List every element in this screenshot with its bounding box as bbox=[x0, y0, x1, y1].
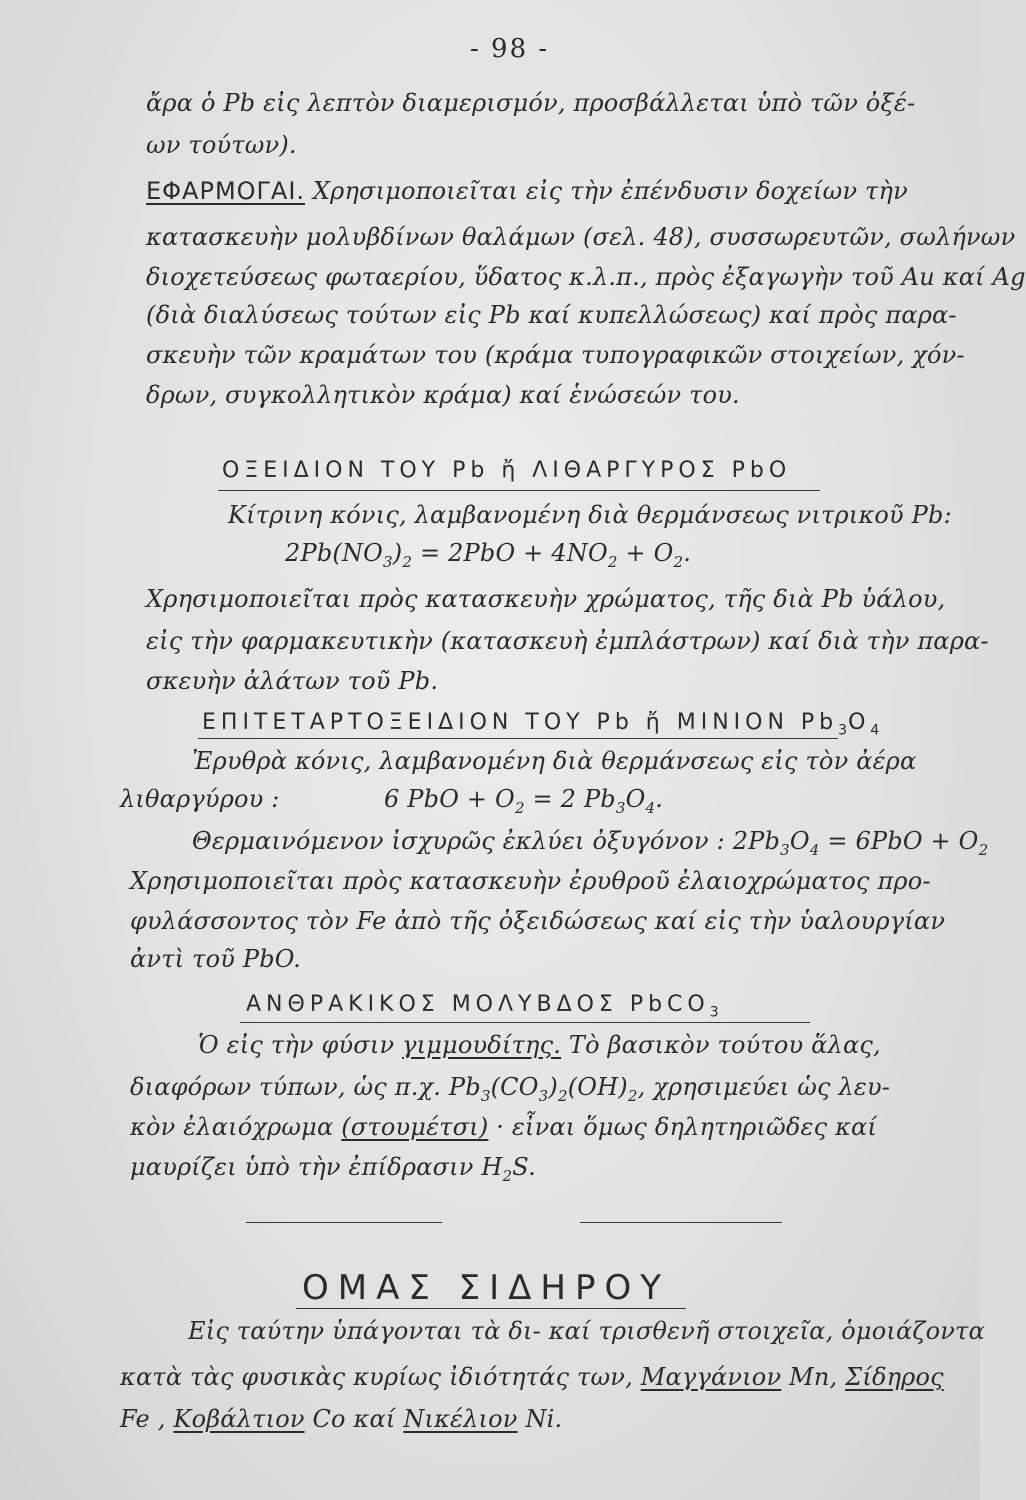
iron-group-heading-underline bbox=[296, 1308, 686, 1309]
oxide-eq-part-d: + O bbox=[617, 539, 674, 567]
applications-text-1: Χρησιμοποιεῖται εἰς τὴν ἐπένδυσιν δοχείων τὴν bbox=[305, 177, 908, 205]
minium-eq2-part-b: O bbox=[789, 827, 810, 855]
carbonate-line-1 bbox=[198, 1030, 881, 1060]
oxide-line-2: Χρησιμοποιεῖται πρὸς κατασκευὴν χρώματος, τῆς διὰ Pb ὑάλου, bbox=[146, 585, 946, 613]
minium-line-4: Χρησιμοποιεῖται πρὸς κατασκευὴν ἐρυθροῦ ἐλαιοχρώματος προ- bbox=[130, 867, 931, 895]
minium-line-2-label: λιθαργύρου : bbox=[120, 785, 280, 813]
applications-line-5: σκευὴν τῶν κραμάτων του (κράμα τυπογραφικῶν στοιχείων, χόν- bbox=[146, 341, 965, 369]
carbonate-line-2-sub-2: 3 bbox=[538, 1086, 549, 1105]
iron-group-line-3-f: Ni. bbox=[517, 1405, 563, 1433]
applications-line-6: δρων, συγκολλητικὸν κράμα) καί ἑνώσεών του. bbox=[146, 381, 740, 409]
oxide-eq-part-a: 2Pb(NO bbox=[285, 539, 384, 567]
element-nickel: Νικέλιον bbox=[403, 1405, 518, 1433]
minium-eq1-part-c: O bbox=[625, 785, 646, 813]
carbonate-common-name: (στουμέτσι) bbox=[341, 1113, 489, 1141]
page-number: - 98 - bbox=[470, 34, 550, 64]
minium-eq2-part-c: = 6PbO + O bbox=[819, 827, 979, 855]
iron-group-line-2-c: Mn, bbox=[781, 1363, 846, 1391]
section-separator-left bbox=[246, 1222, 442, 1223]
minium-eq2-sub-2: 4 bbox=[809, 840, 820, 859]
applications-label: ΕΦΑΡΜΟΓΑΙ. bbox=[146, 177, 306, 205]
minium-line-3-text: Θερμαινόμενον ἰσχυρῶς ἐκλύει ὀξυγόνον : bbox=[192, 827, 725, 855]
carbonate-line-3-c: · εἶναι ὅμως δηλητηριῶδες καί bbox=[488, 1113, 878, 1141]
oxide-eq-sub-a: 3 bbox=[383, 552, 393, 571]
oxide-eq-sub-c: 2 bbox=[607, 552, 618, 571]
minium-heading-text: ΕΠΙΤΕΤΑΡΤΟΞΕΙΔΙΟΝ ΤΟΥ Pb ἤ ΜΙΝΙΟΝ Pb bbox=[202, 710, 839, 735]
minium-heading-sub-2: 4 bbox=[870, 722, 881, 739]
applications-line-1 bbox=[146, 176, 908, 206]
oxide-line-1: Κίτρινη κόνις, λαμβανομένη διὰ θερμάνσεως νιτρικοῦ Pb: bbox=[228, 501, 952, 529]
carbonate-line-4-b: S. bbox=[512, 1153, 536, 1181]
intro-line-2: ων τούτων). bbox=[146, 131, 297, 159]
minium-eq2-part-a: 2Pb bbox=[732, 827, 781, 855]
minium-eq1-part-a: 6 PbO + O bbox=[384, 785, 515, 813]
element-manganese: Μαγγάνιον bbox=[640, 1363, 782, 1391]
carbonate-line-2-sub-1: 3 bbox=[480, 1086, 491, 1105]
minium-line-3 bbox=[192, 826, 988, 865]
carbonate-line-4 bbox=[130, 1152, 536, 1191]
minium-line-5: φυλάσσοντος τὸν Fe ἀπὸ τῆς ὀξειδώσεως καί εἰς τὴν ὑαλουργίαν bbox=[130, 907, 946, 935]
element-iron: Σίδηρος bbox=[845, 1363, 944, 1391]
carbonate-line-2-c: ) bbox=[548, 1073, 558, 1101]
carbonate-heading-sub: 3 bbox=[709, 1004, 720, 1021]
carbonate-line-1-c: Τὸ βασικὸν τούτου ἅλας, bbox=[561, 1031, 881, 1059]
minium-line-1: Ἐρυθρὰ κόνις, λαμβανομένη διὰ θερμάνσεως εἰς τὸν ἀέρα bbox=[192, 747, 917, 775]
applications-line-3: διοχετεύσεως φωταερίου, ὕδατος κ.λ.π., πρὸς ἐξαγωγὴν τοῦ Au καί Ag bbox=[146, 263, 1026, 291]
minium-equation-2 bbox=[732, 827, 989, 859]
minium-heading-text-b: O bbox=[848, 710, 871, 735]
carbonate-line-4-a: μαυρίζει ὑπὸ τὴν ἐπίδρασιν H bbox=[130, 1153, 503, 1181]
oxide-heading-underline bbox=[218, 490, 820, 491]
minium-eq1-sub-1: 2 bbox=[514, 798, 525, 817]
iron-group-line-3 bbox=[120, 1404, 562, 1434]
iron-group-line-3-d: Co καί bbox=[304, 1405, 404, 1433]
element-cobalt: Κοβάλτιον bbox=[173, 1405, 305, 1433]
minium-line-2 bbox=[120, 784, 280, 814]
minium-heading-sub-1: 3 bbox=[838, 722, 849, 739]
oxide-heading: ΟΞΕΙΔΙΟΝ ΤΟΥ Pb ἤ ΛΙΘΑΡΓΥΡΟΣ PbO bbox=[222, 458, 792, 483]
iron-group-line-3-a: Fe bbox=[120, 1405, 150, 1433]
minium-line-6: ἀντὶ τοῦ PbO. bbox=[130, 945, 302, 973]
minium-heading bbox=[202, 710, 880, 738]
oxide-eq-part-e: . bbox=[683, 539, 692, 567]
applications-line-2: κατασκευὴν μολυβδίνων θαλάμων (σελ. 48), συσσωρευτῶν, σωλήνων bbox=[146, 223, 1016, 251]
carbonate-heading bbox=[246, 992, 720, 1020]
carbonate-heading-underline bbox=[240, 1022, 810, 1023]
oxide-eq-sub-d: 2 bbox=[673, 552, 684, 571]
carbonate-heading-text: ΑΝΘΡΑΚΙΚΟΣ ΜΟΛΥΒΔΟΣ PbCO bbox=[246, 992, 710, 1017]
carbonate-line-1-a: Ὁ εἰς τὴν φύσιν bbox=[198, 1031, 403, 1059]
carbonate-line-2-sub-3: 2 bbox=[557, 1086, 568, 1105]
oxide-eq-part-b: ) bbox=[392, 539, 403, 567]
carbonate-line-2-e: , χρησιμεύει ὡς λευ- bbox=[637, 1073, 891, 1101]
minium-eq2-sub-3: 2 bbox=[978, 840, 989, 859]
carbonate-mineral-name: γιμμουδίτης. bbox=[402, 1031, 562, 1059]
carbonate-line-2-a: διαφόρων τύπων, ὡς π.χ. Pb bbox=[130, 1073, 481, 1101]
applications-line-4: (διὰ διαλύσεως τούτων εἰς Pb καί κυπελλώσεως) καί πρὸς παρα- bbox=[146, 301, 957, 329]
oxide-eq-part-c: = 2PbO + 4NO bbox=[412, 539, 608, 567]
oxide-line-4: σκευὴν ἀλάτων τοῦ Pb. bbox=[146, 667, 439, 695]
oxide-equation bbox=[285, 538, 691, 577]
carbonate-line-3 bbox=[130, 1112, 877, 1142]
iron-group-heading: ΟΜΑΣ ΣΙΔΗΡΟΥ bbox=[302, 1268, 671, 1308]
iron-group-line-2-a: κατὰ τὰς φυσικὰς κυρίως ἰδιότητάς των, bbox=[120, 1363, 641, 1391]
minium-eq1-part-b: = 2 Pb bbox=[524, 785, 616, 813]
carbonate-line-4-sub: 2 bbox=[502, 1166, 513, 1185]
iron-group-line-1: Εἰς ταύτην ὑπάγονται τὰ δι- καί τρισθενῆ στοιχεῖα, ὁμοιάζοντα bbox=[188, 1317, 985, 1345]
minium-eq2-sub-1: 3 bbox=[780, 840, 790, 859]
section-separator-right bbox=[580, 1222, 782, 1223]
minium-eq1-part-d: . bbox=[655, 785, 664, 813]
carbonate-line-3-a: κὸν ἐλαιόχρωμα bbox=[130, 1113, 342, 1141]
iron-group-line-3-b: , bbox=[149, 1405, 174, 1433]
minium-equation-1 bbox=[384, 784, 663, 823]
minium-eq1-sub-2: 3 bbox=[615, 798, 626, 817]
carbonate-line-2 bbox=[130, 1072, 890, 1111]
oxide-line-3: εἰς τὴν φαρμακευτικὴν (κατασκευὴ ἐμπλάστρων) καί διὰ τὴν παρα- bbox=[146, 627, 989, 655]
intro-line-1: ἄρα ὁ Pb εἰς λεπτὸν διαμερισμόν, προσβάλλεται ὑπὸ τῶν ὀξέ- bbox=[146, 89, 916, 117]
carbonate-line-2-d: (OH) bbox=[567, 1073, 628, 1101]
carbonate-line-2-sub-4: 2 bbox=[627, 1086, 638, 1105]
carbonate-line-2-b: (CO bbox=[490, 1073, 539, 1101]
oxide-eq-sub-b: 2 bbox=[402, 552, 413, 571]
minium-heading-underline bbox=[198, 738, 838, 739]
iron-group-line-2 bbox=[120, 1362, 944, 1392]
minium-eq1-sub-3: 4 bbox=[645, 798, 656, 817]
